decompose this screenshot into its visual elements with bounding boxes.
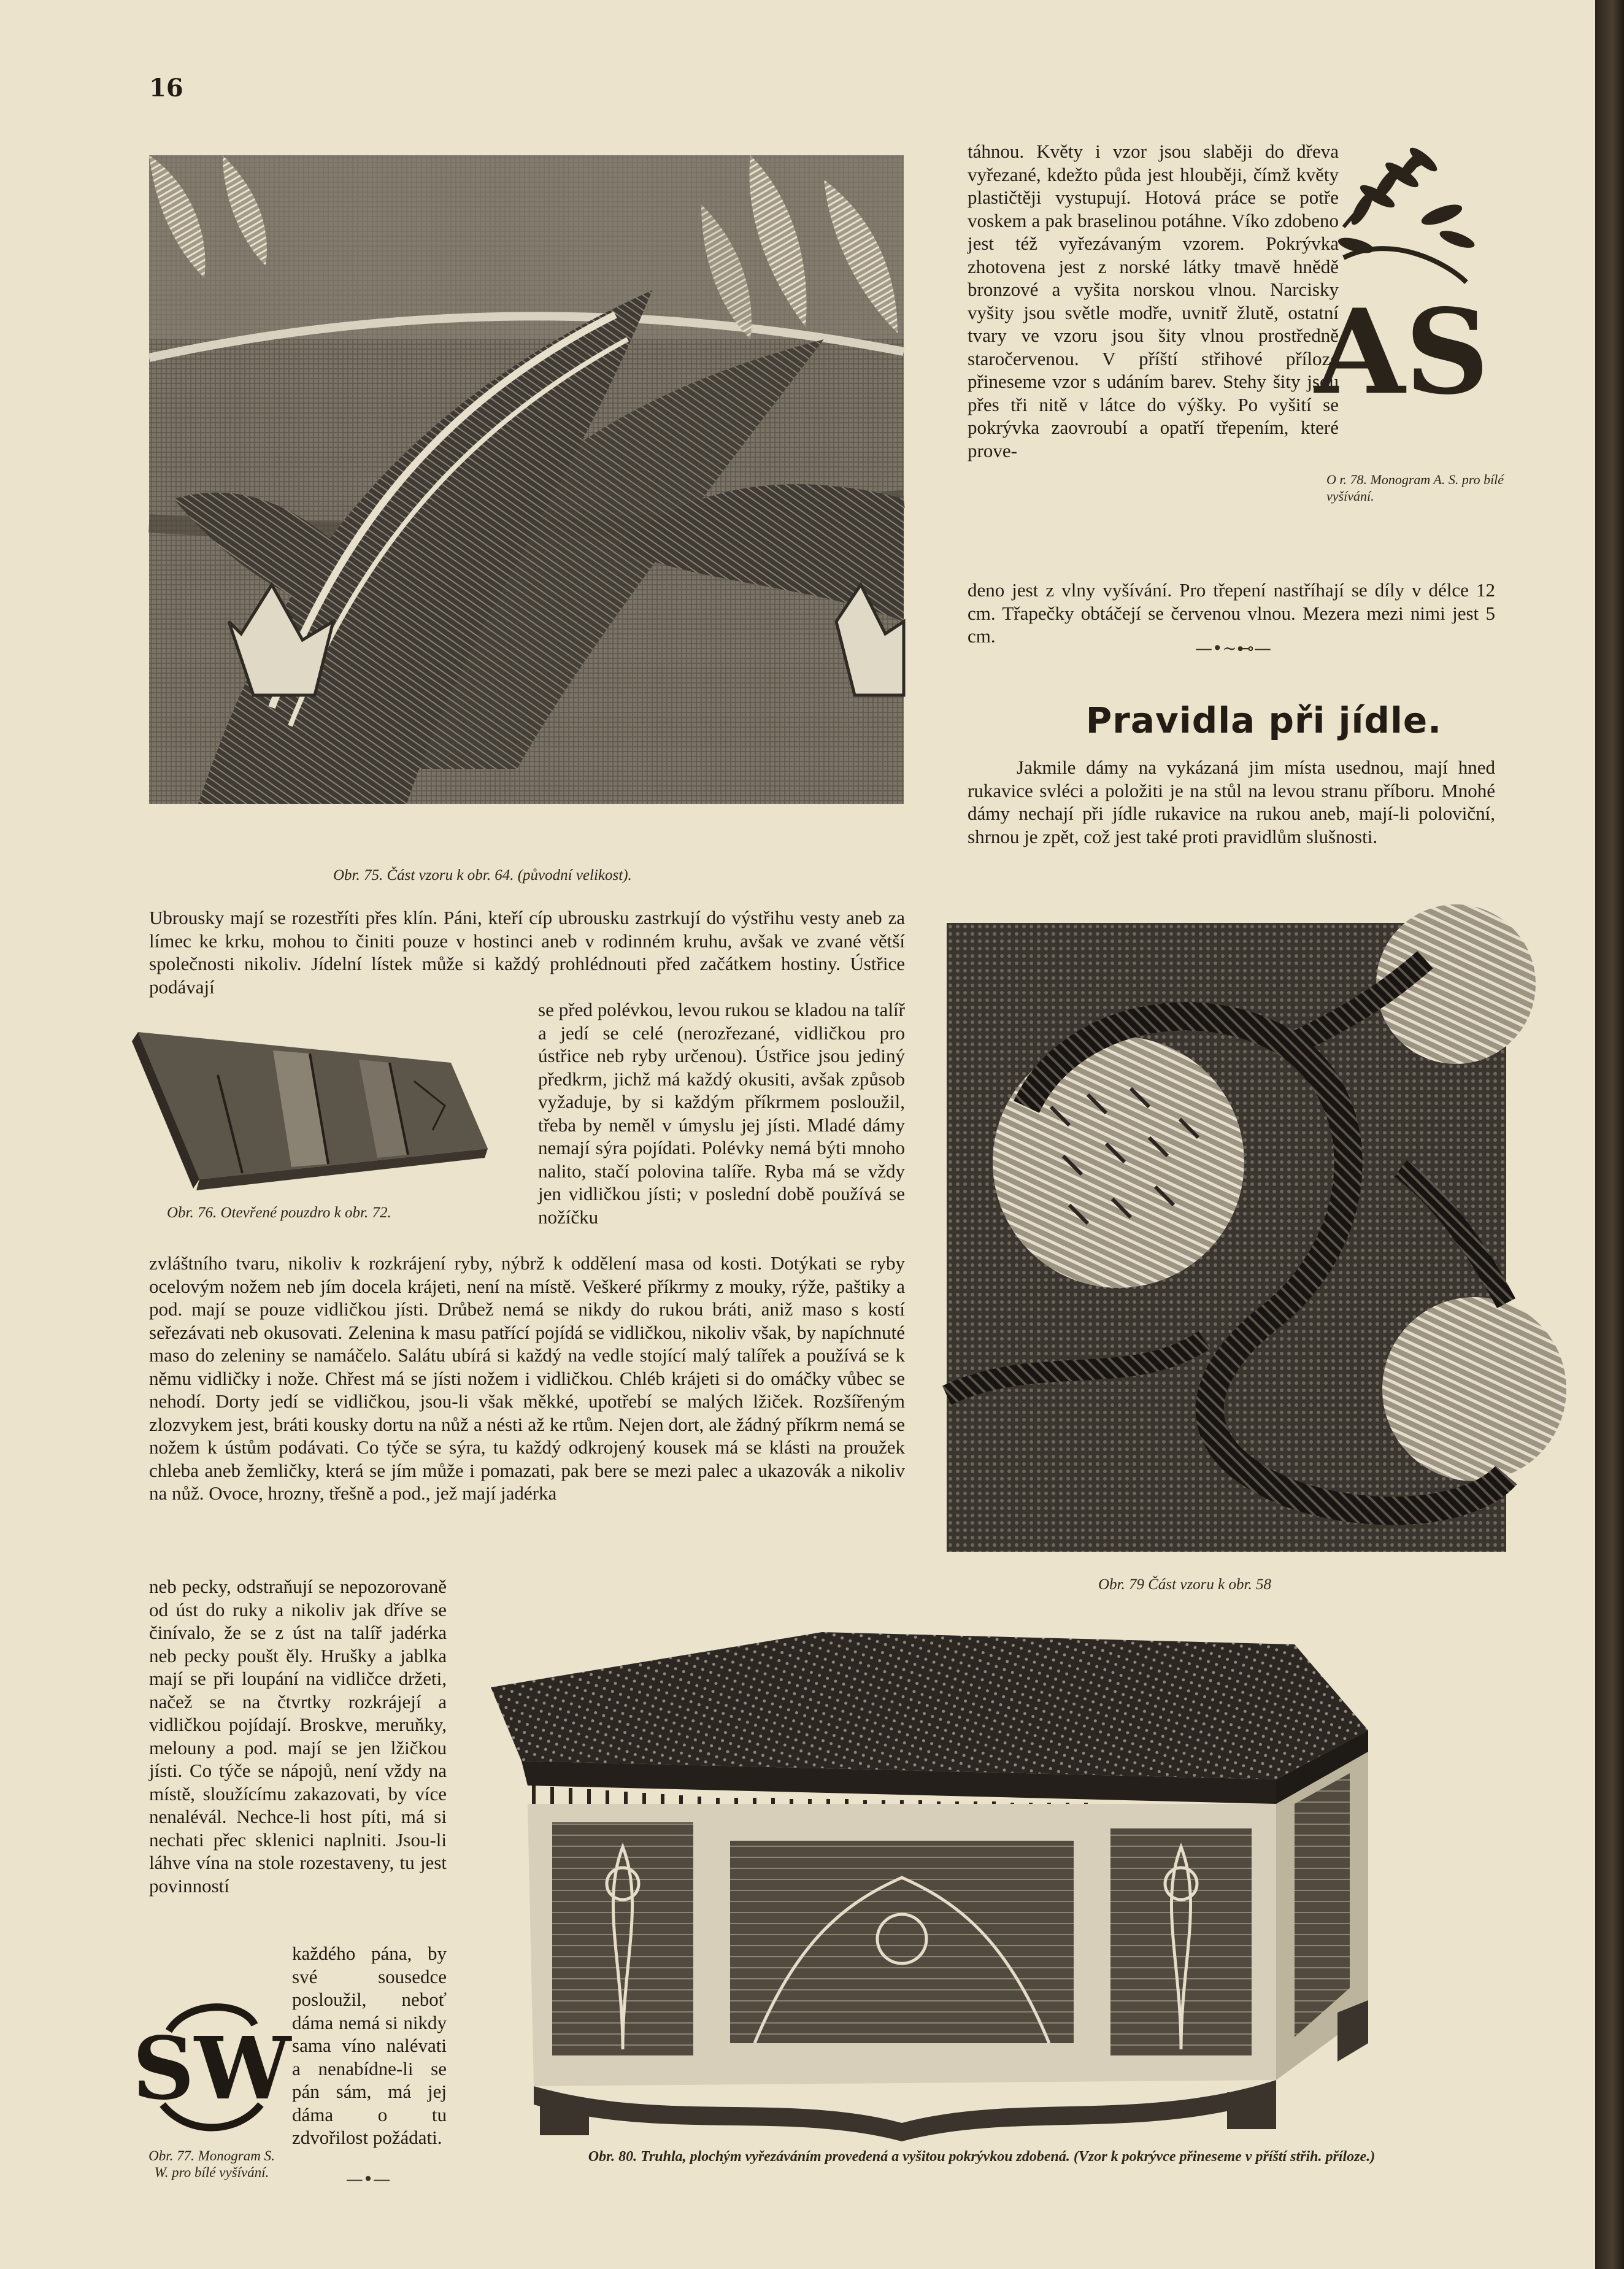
text-main-narrow-2: neb pecky, odstraňují se nepozorovaně od úst do ruky a nikoliv jak dříve se činívalo, že se z úst na talíř jadérka neb pecky poušt ěly. Hrušky a jablka mají se při loupání na vidličce držeti, načež se na čtvrtky rozkrájejí a vidličkou pojídají. Broskve, meruňky, melouny a pod. mají se jen lžičkou jísti. Co týče se nápojů, není vždy na místě, sloužícímu zakazovati, by více nenalévál. Nechce-li host píti, má si nechati přec sklenici naplniti. Jsou-li láhve vína na stole rozestaveny, tu jest povinností bbox=[149, 1576, 447, 1897]
page-number: 16 bbox=[149, 74, 183, 102]
figure-77-monogram-sw bbox=[132, 1988, 291, 2141]
ornament-divider-bottom: —•— bbox=[345, 2169, 391, 2189]
monogram-as-letters: AS bbox=[1314, 283, 1490, 420]
section-heading-pravidla: Pravidla při jídle. bbox=[1085, 699, 1442, 741]
text-main-narrow-3: každého pána, by své sousedce posloužil, neboť dáma nemá si nikdy sama víno nalévati a nenabídne-li se pán sám, má jej dáma o tu zdvořilost požádati. bbox=[292, 1943, 447, 2148]
text-main-narrow-1: se před polévkou, levou rukou se kladou na talíř a jedí se celé (nerozřezané, vidličkou pro ústřice neb ryby určenou). Ústřice jsou jediný předkrm, jichž má každý okusiti, avšak způsob vyžaduje, by si každým příkrmem posloužil, třeba by neměl v úmyslu jej jísti. Mladé dámy nemají sýra pojídati. Polévky nemá býti mnoho nalito, stačí polovina talíře. Ryba má se vždy jen vidličkou jísti; v poslední době používá se nožíčku bbox=[538, 999, 905, 1228]
caption-figure-76: Obr. 76. Otevřené pouzdro k obr. 72. bbox=[167, 1204, 391, 1221]
text-main-wide-2: zvláštního tvaru, nikoliv k rozkrájení ryby, nýbrž k oddělení masa od kosti. Dotýkati se ryby ocelovým nožem neb jím docela krájeti, není na místě. Veškeré příkrmy z mouky, rýže, paštiky a pod. mají se pouze vidličkou jísti. Drůbež nemá se nikdy do rukou bráti, aniž maso s kostí seřezávati neb okusovati. Zelenina k masu patřící pojídá se vidličkou, nikoliv však, by napíchnuté maso do zeleniny se namáčelo. Salátu ubírá si každý na vedle stojící malý talířek a používá se k němu vidličky i nože. Chřest má se jísti nožem i vidličkou. Chléb krájeti si do omáčky vůbec se nehodí. Dorty jedí se vidličkou, jsou-li však měkké, upotřebí se malých lžiček. Rozšířeným zlozvykem jest, bráti kousky dortu na nůž a nésti až ke rtům. Nejen dort, ale žádný příkrm nemá se nožem k ústům podávati. Co týče se sýra, tu každý odkrojený kousek má se klásti na proužek chleba aneb žemličky, která se jím může i pomazati, pak bere se mezi palec a ukazovák a nikoliv na nůž. Ovoce, hrozny, třešně a pod., jež mají jadérka bbox=[149, 1252, 905, 1504]
monogram-sw-letters: SW bbox=[132, 2019, 291, 2119]
text-top-right-narrow: táhnou. Květy i vzor jsou slaběji do dřeva vyřezané, kdežto půda jest hlouběji, čímž květy plastičtěji vystupují. Hotová práce se potře voskem a pak braselinou potáhne. Víko zdobeno jest též vyřezávaným vzorem. Pokrývka zhotovena jest z norské látky tmavě hnědě bronzové a vyšita norskou vlnou. Narcisky vyšity jsou světle modře, uvnitř žlutě, ostatní tvary ve vzoru jsou šity vlnou prostředně staročervenou. V příští střihové příloze přineseme vzor s udáním barev. Stehy šity jsou přes tři nitě v látce do výšky. Po vyšití se pokrývka zaovroubí a opatří třepením, které prove- bbox=[968, 141, 1339, 461]
figure-78-monogram-as bbox=[1314, 141, 1490, 420]
figure-76-open-case bbox=[126, 1026, 494, 1210]
page-binding-edge bbox=[1595, 0, 1624, 2269]
figure-80-carved-chest bbox=[479, 1620, 1374, 2148]
caption-figure-80: Obr. 80. Truhla, plochým vyřezáváním provedená a vyšitou pokrývkou zdobená. (Vzor k pokrývce přineseme v příští střih. příloze.) bbox=[588, 2149, 1376, 2165]
figure-75-embroidery-leaves bbox=[149, 155, 904, 804]
figure-79-stitch-detail bbox=[947, 923, 1506, 1552]
caption-figure-78: O r. 78. Monogram A. S. pro bílé vyšívání. bbox=[1326, 472, 1504, 504]
text-main-wide-1: Ubrousky mají se rozestříti přes klín. Páni, kteří cíp ubrousku zastrkují do výstřihu vesty aneb za límec ke krku, mohou to činiti pouze v hostinci aneb v rodinném kruhu, avšak ve zvané větší společnosti nikoliv. Jídelní lístek může si každý prohlédnouti před začátkem hostiny. Ústřice podávají bbox=[149, 907, 905, 998]
text-top-right-wide: deno jest z vlny vyšívání. Pro třepení nastříhají se díly v délce 12 cm. Třapečky obtáčejí se červenou vlnou. Mezera mezi nimi jest 5 cm. bbox=[968, 579, 1495, 647]
text-pravidla-intro: Jakmile dámy na vykázaná jim místa usednou, mají hned rukavice svléci a položiti je na stůl na levou stranu příboru. Mnohé dámy nechají při jídle rukavice na rukou aneb, mají-li poloviční, shrnou je zpět, což jest také proti pravidlům slušnosti. bbox=[968, 757, 1495, 847]
caption-figure-75: Obr. 75. Část vzoru k obr. 64. (původní velikost). bbox=[333, 867, 632, 884]
caption-figure-77: Obr. 77. Monogram S. W. pro bílé vyšívání. bbox=[148, 2148, 275, 2180]
caption-figure-79: Obr. 79 Část vzoru k obr. 58 bbox=[1098, 1576, 1271, 1593]
ornament-divider-top: —•~⊷— bbox=[1195, 638, 1271, 658]
